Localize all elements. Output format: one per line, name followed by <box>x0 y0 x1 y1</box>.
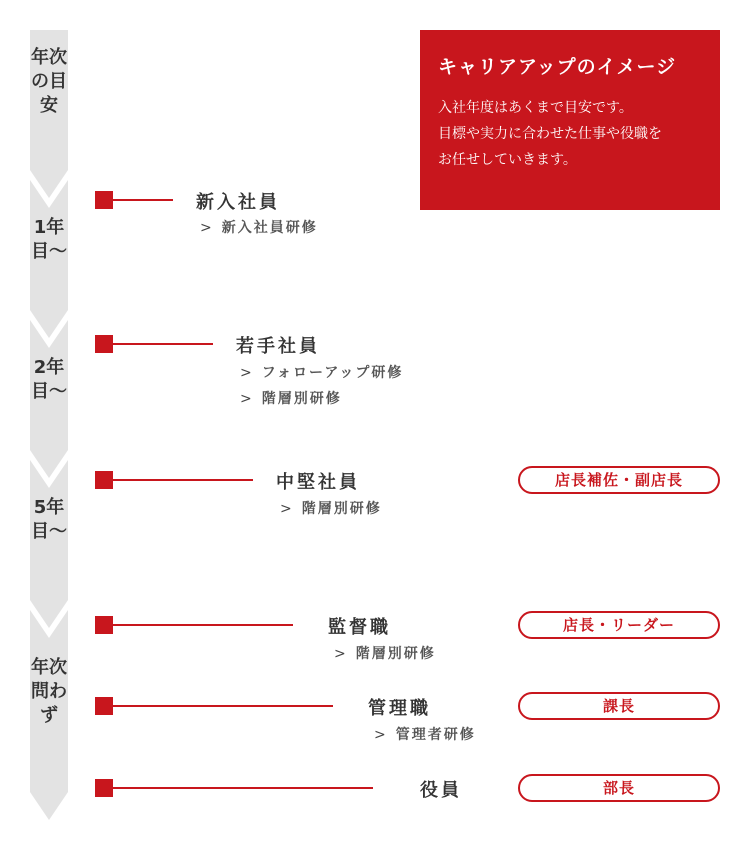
training-item: > 階層別研修 <box>334 641 436 667</box>
info-box-line: お任せしていきます。 <box>438 152 577 168</box>
training-item: > 階層別研修 <box>240 386 342 412</box>
level-marker <box>95 191 113 209</box>
timeline-label-guide: 年次の目安 <box>31 47 67 116</box>
timeline <box>30 30 68 820</box>
role-title-supervisor: 監督職 <box>328 617 391 638</box>
info-box-title: キャリアアップのイメージ <box>438 56 677 78</box>
level-marker <box>95 697 113 715</box>
training-item: > 階層別研修 <box>280 496 382 522</box>
chevron-right-icon: > <box>334 646 348 662</box>
level-marker <box>95 471 113 489</box>
chevron-right-icon: > <box>374 727 388 743</box>
role-title-new-employee: 新入社員 <box>196 192 280 213</box>
role-title-manager: 管理職 <box>368 698 431 719</box>
training-item: > フォローアップ研修 <box>240 360 403 386</box>
level-connector <box>113 479 253 481</box>
role-title-mid-level-employee: 中堅社員 <box>276 472 360 493</box>
chevron-right-icon: > <box>240 365 254 381</box>
info-box-line: 入社年度はあくまで目安です。 <box>438 100 633 116</box>
role-title-junior-employee: 若手社員 <box>236 336 320 357</box>
level-connector <box>113 705 333 707</box>
position-badge: 店長・リーダー <box>518 611 720 639</box>
training-item: > 管理者研修 <box>374 722 476 748</box>
info-box-line: 目標や実力に合わせた仕事や役職を <box>438 126 662 142</box>
position-badge: 課長 <box>518 692 720 720</box>
role-title-executive: 役員 <box>420 780 462 801</box>
timeline-label-any-year: 年次問わず <box>31 657 67 726</box>
training-item: > 新入社員研修 <box>200 215 318 241</box>
chevron-right-icon: > <box>240 391 254 407</box>
position-badge: 部長 <box>518 774 720 802</box>
timeline-label-year5: 5年目〜 <box>31 497 67 542</box>
timeline-label-year2: 2年目〜 <box>31 357 67 402</box>
career-info-box <box>420 30 720 210</box>
level-connector <box>113 624 293 626</box>
chevron-right-icon: > <box>280 501 294 517</box>
level-connector <box>113 787 373 789</box>
chevron-right-icon: > <box>200 220 214 236</box>
level-marker <box>95 335 113 353</box>
position-badge: 店長補佐・副店長 <box>518 466 720 494</box>
level-marker <box>95 779 113 797</box>
level-connector <box>113 343 213 345</box>
timeline-label-year1: 1年目〜 <box>31 217 67 262</box>
level-connector <box>113 199 173 201</box>
level-marker <box>95 616 113 634</box>
